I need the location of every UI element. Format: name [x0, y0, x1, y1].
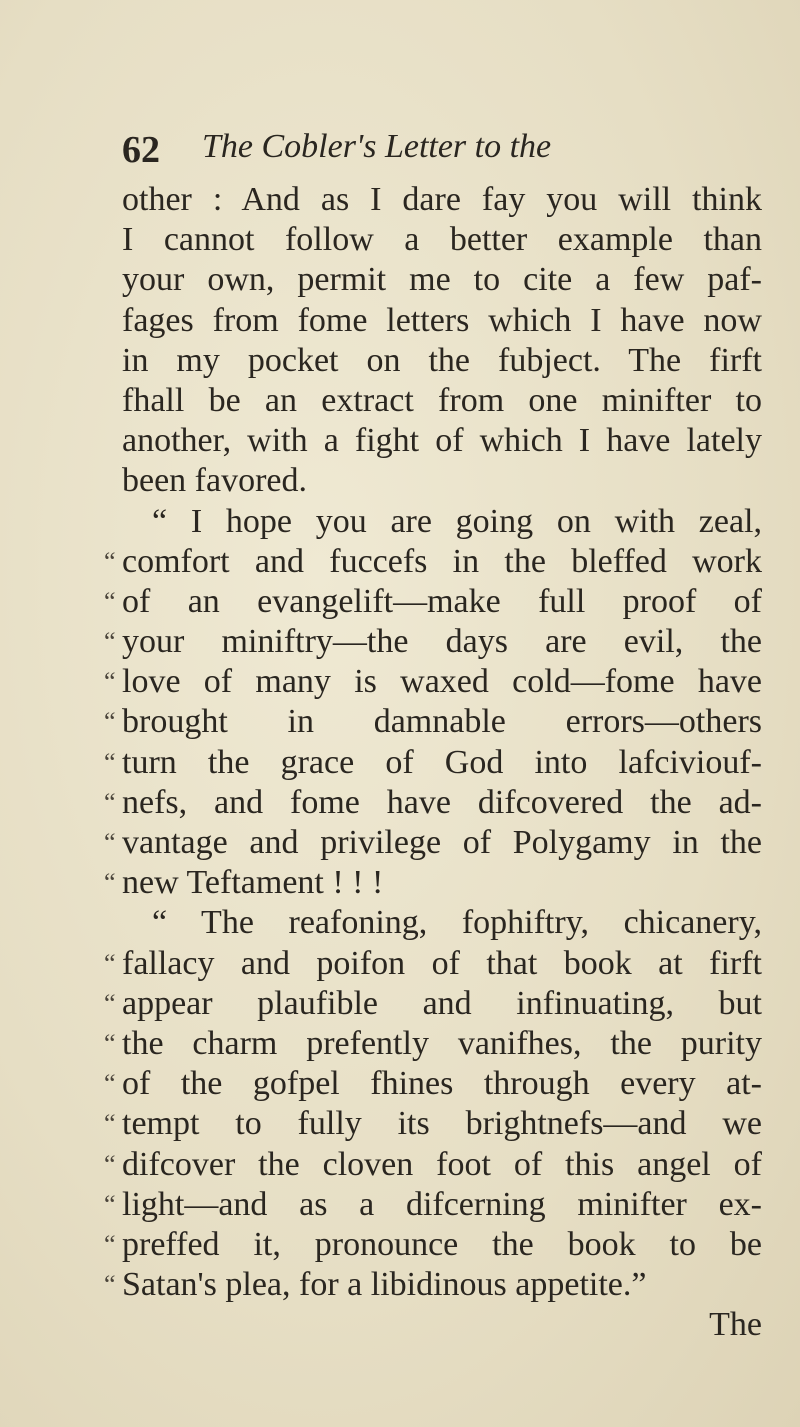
quote-mark: “	[104, 1189, 116, 1219]
quote-mark: “	[104, 747, 116, 777]
quote-mark: “	[104, 1109, 116, 1139]
text-line	[104, 1225, 762, 1265]
line-text: of an evangelift—make full proof of	[122, 582, 762, 620]
line-text: turn the grace of God into lafciviouf-	[122, 743, 762, 781]
text-line	[104, 743, 762, 783]
quote-mark: “	[104, 667, 116, 697]
line-text: in my pocket on the fubject. The firft	[122, 341, 762, 379]
running-title: The Cobler's Letter to the	[202, 128, 552, 165]
text-line	[104, 1185, 762, 1225]
text-line	[104, 783, 762, 823]
line-text: comfort and fuccefs in the bleffed work	[122, 542, 762, 580]
text-line	[122, 260, 762, 300]
line-text: of the gofpel fhines through every at-	[122, 1065, 762, 1103]
line-text: The	[709, 1306, 762, 1344]
line-text: your miniftry—the days are evil, the	[122, 623, 762, 661]
quote-mark: “	[104, 828, 116, 857]
line-text: difcover the cloven foot of this angel of	[122, 1145, 762, 1183]
text-line	[122, 180, 762, 220]
line-text: new Teftament ! ! !	[122, 864, 384, 902]
line-text: been favored.	[122, 462, 308, 500]
quote-mark: “	[104, 1229, 116, 1259]
line-text: Satan's plea, for a libidinous appetite.”	[122, 1266, 647, 1304]
text-line	[122, 301, 762, 341]
text-line	[122, 502, 762, 542]
text-line	[104, 582, 762, 622]
quote-mark: “	[104, 988, 116, 1018]
line-text: I cannot follow a better example than	[122, 221, 762, 259]
line-text: another, with a fight of which I have lately	[122, 422, 762, 460]
line-text: fallacy and poifon of that book at firft	[122, 944, 762, 982]
text-line	[104, 542, 762, 582]
text-line	[104, 622, 762, 662]
page-header	[122, 128, 762, 171]
text-line	[104, 944, 762, 984]
line-text: “ The reafoning, fophiftry, chicanery,	[152, 904, 762, 942]
line-text: fages from fome letters which I have now	[122, 301, 762, 339]
body-text	[104, 180, 762, 1345]
line-text: light—and as a difcerning minifter ex-	[122, 1185, 762, 1223]
line-text: nefs, and fome have difcovered the ad-	[122, 783, 762, 821]
text-line	[104, 1064, 762, 1104]
quote-mark: “	[104, 586, 116, 616]
text-line	[104, 662, 762, 702]
text-line	[122, 381, 762, 421]
text-line	[104, 1024, 762, 1064]
text-line	[104, 984, 762, 1024]
quote-mark: “	[104, 868, 116, 898]
text-line	[122, 220, 762, 260]
quote-mark: “	[104, 627, 116, 657]
line-text: tempt to fully its brightnefs—and we	[122, 1105, 762, 1143]
quote-mark: “	[104, 1028, 116, 1058]
line-text: preffed it, pronounce the book to be	[122, 1225, 762, 1263]
text-line	[122, 461, 762, 501]
page-number: 62	[122, 129, 160, 171]
quote-mark: “	[104, 1270, 116, 1300]
quote-mark: “	[104, 948, 116, 978]
line-text: other : And as I dare fay you will think	[122, 181, 762, 218]
text-line	[122, 341, 762, 381]
quote-mark: “	[104, 1149, 116, 1179]
quote-mark: “	[104, 707, 116, 737]
text-line	[122, 421, 762, 461]
text-line	[122, 903, 762, 943]
line-text: appear plaufible and infinuating, but	[122, 984, 762, 1022]
text-line	[104, 1145, 762, 1185]
line-text: love of many is waxed cold—fome have	[122, 663, 762, 701]
text-line	[104, 1104, 762, 1144]
text-line	[104, 863, 762, 903]
text-line	[104, 702, 762, 742]
line-text: “ I hope you are going on with zeal,	[152, 502, 762, 540]
text-line	[104, 823, 762, 863]
quote-mark: “	[104, 1069, 116, 1099]
quote-mark: “	[104, 787, 116, 817]
line-text: brought in damnable errors—others	[122, 703, 762, 741]
line-text: your own, permit me to cite a few paf-	[122, 261, 762, 299]
quote-mark: “	[104, 546, 116, 576]
line-text: vantage and privilege of Polygamy in the	[122, 824, 762, 861]
line-text: the charm prefently vanifhes, the purity	[122, 1024, 762, 1062]
text-line	[104, 1265, 762, 1305]
text-line	[122, 1305, 762, 1345]
line-text: fhall be an extract from one minifter to	[122, 381, 762, 419]
